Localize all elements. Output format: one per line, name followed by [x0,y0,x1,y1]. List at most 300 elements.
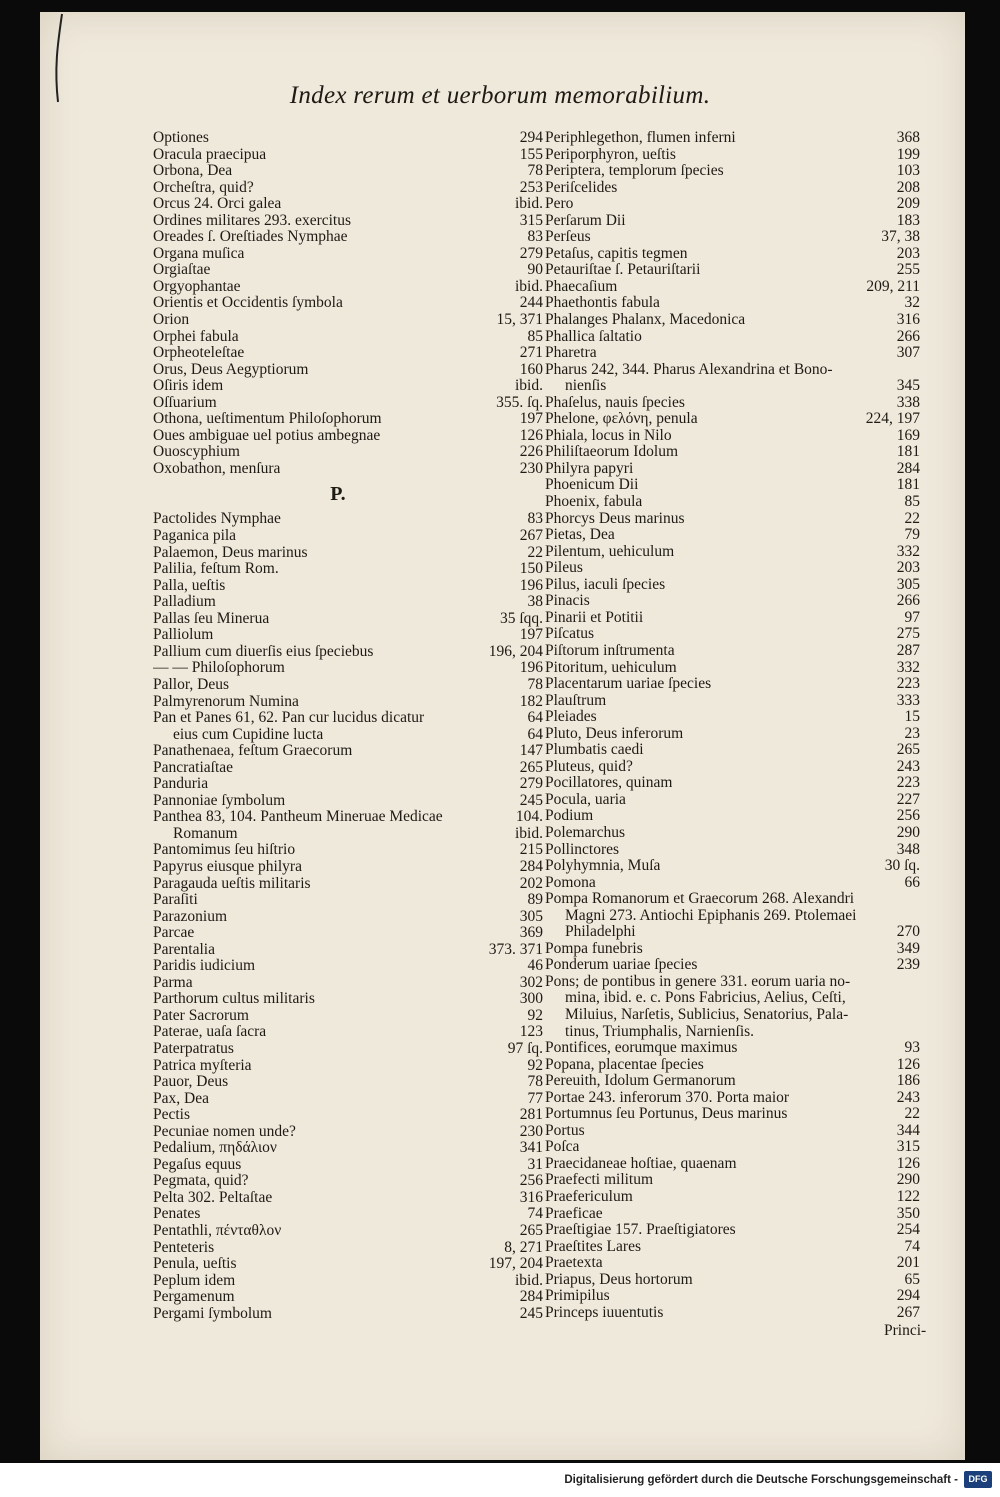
entry-term: Oracula praecipua [153,146,267,163]
entry-page-ref: 197 [519,410,543,428]
index-entry [545,147,920,164]
index-entry [545,660,920,677]
entry-term: Optiones [153,130,209,146]
entry-page-ref: 209, 211 [866,277,920,295]
entry-term: Princeps iuuentutis [545,1304,664,1321]
entry-page-ref: 181 [896,443,920,461]
entry-page-ref: 31 [527,1155,543,1173]
entry-page-ref: 30 ſq. [884,857,920,875]
entry-term: Oxobathon, menſura [153,460,281,477]
entry-term: Praecidaneae hoſtiae, quaenam [545,1155,737,1172]
entry-term: Pallium cum diuerſis eius ſpeciebus [153,643,374,660]
entry-term: Orphei fabula [153,328,239,345]
entry-page-ref: 266 [896,327,920,345]
index-entry [153,578,543,595]
index-entry [153,1190,543,1207]
entry-term: Pilus, iaculi ſpecies [545,576,666,593]
index-entry [153,710,543,727]
index-entry [153,1223,543,1240]
index-entry [153,1008,543,1025]
index-entry [545,610,920,627]
entry-term: Miluius, Narſetis, Sublicius, Senatorius, Pala- [565,1006,849,1023]
index-entry [545,1123,920,1140]
index-entry [545,577,920,594]
entry-page-ref: 150 [519,560,543,578]
entry-term: Pelta 302. Peltaſtae [153,1189,273,1206]
entry-page-ref: 37, 38 [881,228,920,246]
entry-page-ref: 160 [519,360,543,378]
index-entry [545,163,920,180]
entry-page-ref: 316 [896,311,920,329]
index-entry [153,1306,543,1323]
entry-term: Periphlegethon, flumen inferni [545,130,736,146]
index-entry [153,1256,543,1273]
entry-page-ref: 368 [896,129,920,146]
entry-term: Pinacis [545,593,590,610]
index-entry [153,428,543,445]
index-entry [153,229,543,246]
index-entry [153,958,543,975]
entry-term: Pentathli, πένταθλον [153,1223,282,1239]
entry-term: Phallica ſaltatio [545,328,642,345]
entry-term: Organa muſica [153,245,245,262]
entry-term: Priapus, Deus hortorum [545,1271,693,1288]
entry-page-ref: 38 [527,593,543,611]
index-entry [545,1024,920,1041]
entry-term: Parcae [153,925,195,942]
entry-page-ref: 267 [896,1303,920,1321]
index-entry [153,826,543,843]
index-entry [545,262,920,279]
entry-term: Pilentum, uehiculum [545,543,675,560]
index-entry [153,776,543,793]
entry-page-ref: 64 [527,725,543,743]
index-entry [153,1140,543,1157]
entry-term: Poſca [545,1139,580,1156]
index-entry [545,924,920,941]
index-entry [545,477,920,494]
entry-page-ref: 209 [896,195,920,213]
index-entry [153,627,543,644]
index-entry [545,941,920,958]
index-entry [153,312,543,329]
entry-term: Pantomimus ſeu hiſtrio [153,842,296,859]
entry-term: Orientis et Occidentis ſymbola [153,295,343,312]
entry-term: Penula, ueſtis [153,1256,237,1273]
index-entry [545,742,920,759]
index-entry [153,362,543,379]
entry-term: Orpheoteleſtae [153,345,245,362]
index-entry [545,842,920,859]
entry-term: Petaſus, capitis tegmen [545,245,688,262]
entry-page-ref: 345 [896,377,920,395]
entry-term: — — Philoſophorum [153,660,285,677]
entry-term: Pollinctores [545,841,620,858]
index-entry [153,180,543,197]
index-entry [153,130,543,147]
entry-term: Palladium [153,594,216,611]
entry-term: Praeſtigiae 157. Praeſtigiatores [545,1222,736,1239]
entry-page-ref: 224, 197 [865,410,920,428]
index-entry [153,859,543,876]
entry-page-ref: 300 [519,990,543,1008]
entry-term: Pegmata, quid? [153,1173,249,1190]
entry-page-ref: ibid. [515,277,543,295]
index-entry [153,611,543,628]
entry-page-ref: 333 [896,691,920,709]
index-entry [153,594,543,611]
index-entry [545,1090,920,1107]
entry-page-ref: 89 [527,891,543,909]
index-entry [153,395,543,412]
index-entry [153,378,543,395]
index-entry [153,345,543,362]
index-entry [153,1173,543,1190]
entry-term: Plauſtrum [545,692,607,709]
index-entry [545,775,920,792]
entry-term: mina, ibid. e. c. Pons Fabricius, Aelius, Ceſti, [565,990,846,1007]
entry-page-ref: 65 [904,1270,920,1288]
entry-term: Pecuniae nomen unde? [153,1123,296,1140]
entry-term: Pactolides Nymphae [153,511,281,528]
entry-term: Portae 243. inferorum 370. Porta maior [545,1089,790,1106]
index-entry [545,1206,920,1223]
entry-page-ref: 22 [527,543,543,561]
entry-page-ref: 83 [527,510,543,528]
index-entry [545,494,920,511]
entry-page-ref: 66 [904,873,920,891]
entry-term: Palla, ueſtis [153,577,226,594]
index-entry [545,560,920,577]
entry-term: Parentalia [153,941,215,958]
entry-page-ref: 181 [896,476,920,494]
entry-term: Palilia, feſtum Rom. [153,561,279,578]
entry-term: Pocillatores, quinam [545,775,673,792]
entry-page-ref: 275 [896,625,920,643]
index-entry [153,545,543,562]
entry-term: Phelone, φελόνη, penula [545,411,698,428]
entry-page-ref: 265 [519,1222,543,1239]
entry-term: Pegaſus equus [153,1156,242,1173]
entry-term: Panduria [153,776,209,793]
index-entry [545,1007,920,1024]
entry-page-ref: 305 [519,907,543,925]
entry-term: Orion [153,312,190,329]
entry-term: Ordines militares 293. exercitus [153,212,352,229]
entry-term: Paragauda ueſtis militaris [153,875,311,892]
entry-term: Panthea 83, 104. Pantheum Mineruae Medicae [153,809,443,826]
entry-term: Periſcelides [545,179,618,196]
index-entry [153,511,543,528]
entry-term: Pietas, Dea [545,527,615,544]
entry-term: Palaemon, Deus marinus [153,544,308,561]
entry-term: Paganica pila [153,528,237,545]
entry-term: Pallor, Deus [153,676,230,693]
entry-page-ref: 284 [519,857,543,875]
entry-term: Pompa Romanorum et Graecorum 268. Alexandri [545,891,855,908]
entry-page-ref: 90 [527,261,543,279]
entry-term: Piſcatus [545,626,595,643]
index-entry [545,1139,920,1156]
entry-page-ref: 123 [519,1023,543,1041]
index-entry [545,1156,920,1173]
entry-term: Orcus 24. Orci galea [153,196,282,213]
entry-term: nienſis [565,378,607,395]
index-entry [153,1157,543,1174]
entry-page-ref: 199 [896,145,920,163]
entry-term: Papyrus eiusque philyra [153,858,302,875]
entry-term: Perſarum Dii [545,212,626,229]
entry-term: Pater Sacrorum [153,1007,249,1024]
index-entry [545,759,920,776]
entry-term: Othona, ueſtimentum Philoſophorum [153,411,382,428]
index-entry [153,444,543,461]
entry-term: Parma [153,974,193,991]
entry-page-ref: 93 [904,1039,920,1057]
entry-page-ref: 196, 204 [488,642,543,660]
entry-term: Paterae, uaſa ſacra [153,1024,267,1041]
index-entry [545,1040,920,1057]
index-entry [545,626,920,643]
entry-term: Pompa funebris [545,940,643,957]
entry-term: Polyhymnia, Muſa [545,858,661,875]
entry-term: Praetexta [545,1255,603,1272]
index-entry [545,808,920,825]
entry-page-ref: 243 [896,757,920,775]
index-entry [545,891,920,908]
index-entry [545,726,920,743]
entry-page-ref: 104. [515,808,543,826]
index-entry [545,1239,920,1256]
entry-term: eius cum Cupidine lucta [173,726,324,743]
entry-page-ref: 245 [519,791,543,809]
entry-term: Philyra papyri [545,460,634,477]
entry-term: Panathenaea, feſtum Graecorum [153,743,353,760]
index-entry [545,1106,920,1123]
index-entry [545,957,920,974]
entry-page-ref: 8, 271 [504,1238,543,1256]
entry-page-ref: 74 [527,1205,543,1223]
entry-term: Phaſelus, nauis ſpecies [545,394,685,411]
entry-term: Phaecaſium [545,278,618,295]
entry-term: Pax, Dea [153,1090,209,1107]
entry-page-ref: 77 [527,1089,543,1107]
digitization-footer [0,1463,1000,1497]
index-entry [153,1124,543,1141]
entry-page-ref: 202 [519,874,543,892]
entry-term: Pharus 242, 344. Pharus Alexandrina et Bono- [545,361,833,378]
entry-page-ref: 287 [896,641,920,659]
entry-page-ref: 305 [896,575,920,593]
index-entry [153,991,543,1008]
entry-page-ref: 201 [896,1254,920,1272]
entry-page-ref: 265 [519,758,543,776]
entry-term: Phoenicum Dii [545,477,639,494]
entry-term: Phoenix, fabula [545,494,643,511]
index-entry [545,875,920,892]
entry-term: Praeſtites Lares [545,1238,641,1255]
entry-term: Oreades ſ. Oreſtiades Nymphae [153,229,348,246]
index-entry [153,842,543,859]
entry-page-ref: ibid. [515,195,543,213]
index-entry [545,196,920,213]
entry-page-ref: 196 [519,659,543,677]
index-entry [545,1172,920,1189]
entry-term: Phaethontis fabula [545,295,660,312]
entry-page-ref: 223 [896,675,920,693]
entry-page-ref: 22 [904,1105,920,1123]
entry-page-ref: 279 [519,775,543,793]
entry-page-ref: 266 [896,592,920,610]
index-entry [153,1091,543,1108]
entry-term: Phiala, locus in Nilo [545,427,672,444]
entry-term: Pergamenum [153,1289,235,1306]
entry-term: Paridis iudicium [153,958,256,975]
index-entry [545,676,920,693]
entry-page-ref: 64 [527,709,543,727]
entry-page-ref: 196 [519,576,543,594]
footer-credit-text: Digitalisierung gefördert durch die Deutsche Forschungsgemeinschaft - [564,1474,958,1486]
entry-page-ref: 203 [896,244,920,262]
entry-term: Peplum idem [153,1272,236,1289]
entry-page-ref: 344 [896,1121,920,1139]
entry-page-ref: 203 [896,559,920,577]
index-entry [545,312,920,329]
index-column-right [545,130,920,1321]
index-entry [545,858,920,875]
entry-term: Praefecti militum [545,1172,654,1189]
entry-term: Romanum [173,825,238,842]
entry-page-ref: 369 [519,924,543,942]
section-letter-heading: P. [330,483,346,506]
entry-page-ref: 373. 371 [488,940,543,958]
entry-term: Pharetra [545,345,597,362]
entry-term: Pitoritum, uehiculum [545,659,677,676]
entry-term: Praeficae [545,1205,603,1222]
index-entry [545,643,920,660]
entry-term: Portumnus ſeu Portunus, Deus marinus [545,1106,788,1123]
index-entry [153,760,543,777]
entry-page-ref: 332 [896,658,920,676]
entry-page-ref: 78 [527,675,543,693]
entry-page-ref: 169 [896,426,920,444]
entry-term: Portus [545,1122,585,1139]
index-entry [153,942,543,959]
index-entry [545,229,920,246]
index-entry [545,1305,920,1322]
entry-term: Periporphyron, ueſtis [545,146,676,163]
index-entry [153,246,543,263]
index-entry [545,295,920,312]
index-entry [153,1206,543,1223]
entry-term: Parazonium [153,908,228,925]
entry-term: Piſtorum inſtrumenta [545,642,675,659]
entry-term: Pleiades [545,709,597,726]
entry-term: Polemarchus [545,824,626,841]
index-entry [153,411,543,428]
index-entry [545,990,920,1007]
entry-term: Pocula, uaria [545,791,626,808]
entry-term: Pergami ſymbolum [153,1305,272,1322]
index-entry [545,428,920,445]
index-entry [153,793,543,810]
index-entry [545,378,920,395]
index-entry [153,1240,543,1257]
entry-page-ref: 126 [519,426,543,444]
entry-page-ref: 97 [904,608,920,626]
entry-page-ref: 23 [904,724,920,742]
entry-term: Orcheſtra, quid? [153,179,254,196]
index-column-left [153,130,543,1322]
index-entry [545,974,920,991]
entry-term: Orgiaſtae [153,262,211,279]
entry-page-ref: 255 [896,261,920,279]
entry-term: Oſiris idem [153,378,224,395]
index-entry [153,694,543,711]
index-entry [545,180,920,197]
entry-page-ref: 182 [519,692,543,710]
entry-term: Phorcys Deus marinus [545,510,685,527]
entry-page-ref: 243 [896,1088,920,1106]
index-entry [153,892,543,909]
entry-term: Petauriſtae ſ. Petauriſtarii [545,262,701,279]
entry-term: Pedalium, πηδάλιον [153,1140,277,1157]
index-entry [153,743,543,760]
index-entry [153,213,543,230]
entry-page-ref: 279 [519,244,543,262]
entry-term: Pectis [153,1107,191,1124]
index-entry [153,196,543,213]
entry-term: Penates [153,1206,201,1223]
index-entry [545,461,920,478]
entry-page-ref: 74 [904,1237,920,1255]
entry-page-ref: 253 [519,178,543,196]
index-entry [545,1222,920,1239]
entry-page-ref: 315 [896,1138,920,1156]
index-entry [545,511,920,528]
index-entry [153,1024,543,1041]
index-entry [545,544,920,561]
entry-page-ref: 155 [519,145,543,163]
index-entry [545,395,920,412]
index-entry [153,1289,543,1306]
index-entry [153,727,543,744]
index-entry [545,444,920,461]
index-entry [153,660,543,677]
entry-term: Praefericulum [545,1189,633,1205]
entry-page-ref: 85 [904,493,920,511]
index-entry [545,362,920,379]
dfg-logo: DFG [964,1471,992,1488]
index-entry [153,1107,543,1124]
entry-term: Paterpatratus [153,1040,234,1057]
entry-term: Primipilus [545,1288,610,1305]
entry-term: Palliolum [153,627,214,644]
entry-page-ref: 78 [527,1073,543,1091]
entry-term: Pan et Panes 61, 62. Pan cur lucidus dicatur [153,710,425,727]
entry-page-ref: 316 [519,1188,543,1206]
entry-page-ref: 315 [519,211,543,229]
entry-term: Orbona, Dea [153,163,233,180]
index-entry [153,1074,543,1091]
entry-page-ref: 186 [896,1072,920,1090]
entry-page-ref: 254 [896,1221,920,1239]
index-entry [153,295,543,312]
entry-term: Popana, placentae ſpecies [545,1056,704,1073]
index-entry [153,1058,543,1075]
entry-term: Orgyophantae [153,278,241,295]
entry-page-ref: 245 [519,1304,543,1322]
